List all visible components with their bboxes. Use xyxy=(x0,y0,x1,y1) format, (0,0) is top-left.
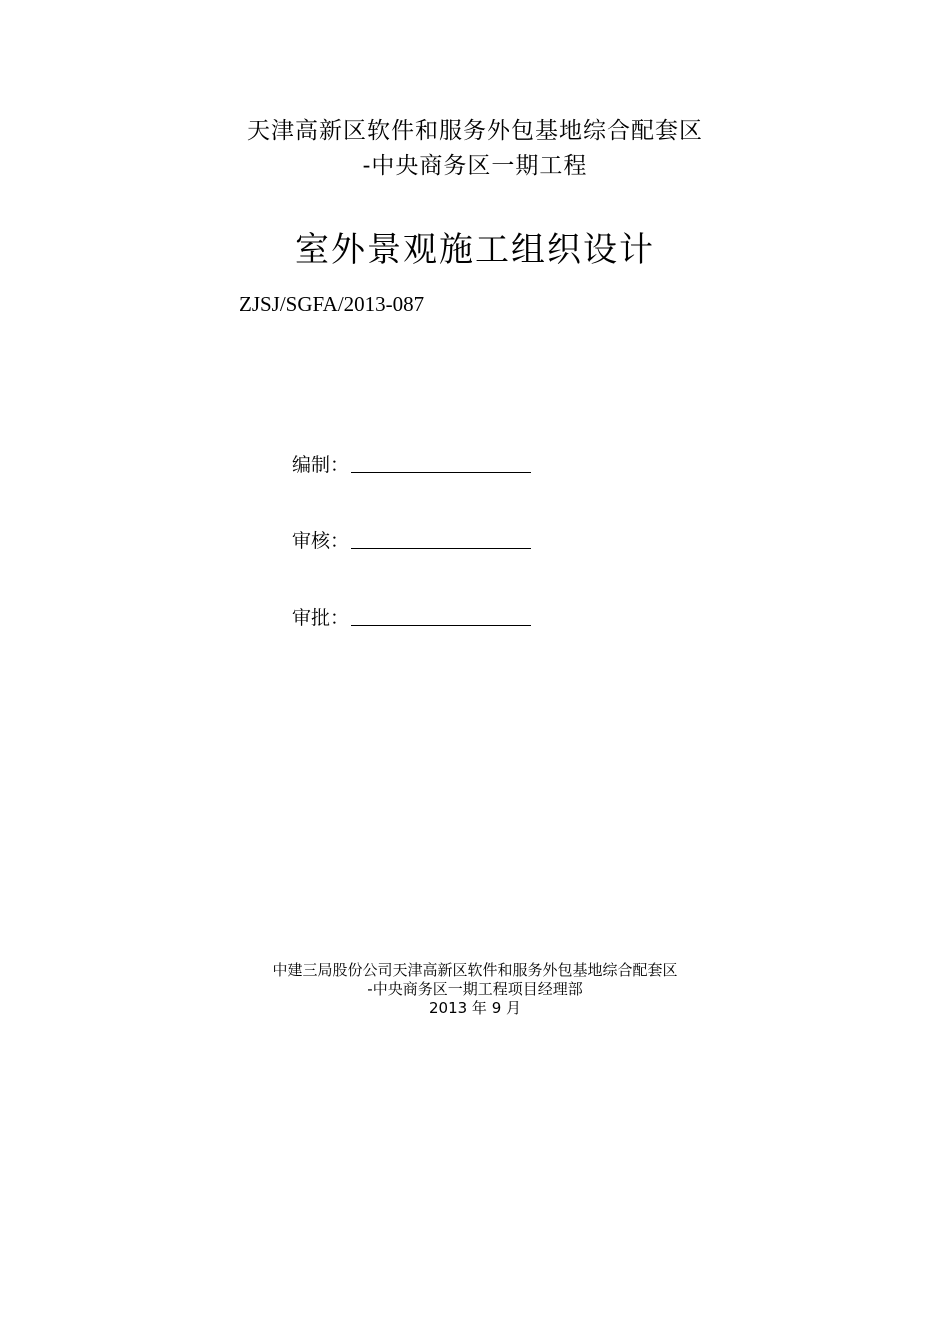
compile-label: 编制： xyxy=(292,454,350,476)
approve-label: 审批： xyxy=(292,607,350,629)
project-name-line-2: -中央商务区一期工程 xyxy=(362,153,588,179)
approve-signature-line xyxy=(351,603,531,626)
document-title: 室外景观施工组织设计 xyxy=(295,230,655,270)
document-code: ZJSJ/SGFA/2013-087 xyxy=(239,292,425,316)
footer-organization-line-2: -中央商务区一期工程项目经理部 xyxy=(367,980,583,998)
footer-organization-line-1: 中建三局股份公司天津高新区软件和服务外包基地综合配套区 xyxy=(272,961,678,979)
review-label: 审核： xyxy=(292,530,350,552)
signature-row-approve xyxy=(292,603,531,633)
signature-row-compile xyxy=(292,450,531,480)
project-name-line-1: 天津高新区软件和服务外包基地综合配套区 xyxy=(247,118,703,144)
footer-date: 2013 年 9 月 xyxy=(428,999,522,1017)
review-signature-line xyxy=(351,526,531,549)
signature-row-review xyxy=(292,526,531,556)
compile-signature-line xyxy=(351,450,531,473)
